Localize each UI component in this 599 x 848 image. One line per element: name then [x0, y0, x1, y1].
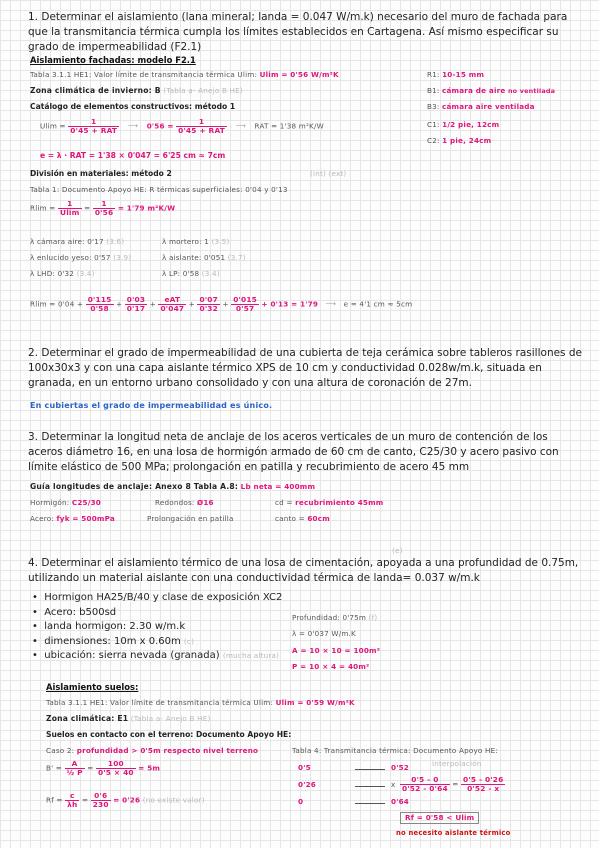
caso-2: Caso 2: profundidad > 0'5m respecto nivel terreno [46, 746, 259, 755]
espesor-result: e = λ · RAT = 1'38 × 0'047 = 6'25 cm ≈ 7cm [40, 151, 226, 160]
material-b1: B1: cámara de aire no ventilada [427, 86, 556, 95]
zona-climatica-suelos: Zona climática: E1 (Tabla a- Anejo B HE) [46, 714, 211, 723]
material-b3: B3: cámara aire ventilada [427, 102, 535, 111]
canto-value: canto = 60cm [275, 514, 330, 523]
lambda-lhd: λ LHD: 0'32 (3.4) [30, 269, 95, 278]
lambda-lp: λ LP: 0'58 (3.4) [162, 269, 220, 278]
int-ext-note: (int) (ext) [310, 169, 347, 178]
profundidad-value: Profundidad: 0'75m (f) [292, 613, 378, 622]
material-c1: C1: 1/2 pie, 12cm [427, 120, 500, 129]
interp-row-2: 0'26 x [298, 780, 396, 789]
material-c2: C2: 1 pie, 24cm [427, 136, 492, 145]
lambda-value: λ = 0'037 W/m.K [292, 629, 356, 638]
conclusion: no necesito aislante térmico [396, 829, 511, 837]
lambda-camara: λ cámara aire: 0'17 (3.6) [30, 237, 125, 246]
bullet-item: • Acero: b500sd [32, 606, 117, 618]
interpolacion-label: interpolación [432, 759, 482, 768]
interp-equation: $\frac{0'5 - 0}{0'52 - 0'64}$ = $\frac{0'5 - 0'26}{0'52 - x}$ [402, 775, 504, 793]
catalogo-heading: Catálogo de elementos constructivos: método 1 [30, 102, 236, 111]
question-4: 4. Determinar el aislamiento térmico de una losa de cimentación, apoyada a una profundidad de 0.75m, utilizando un material aislante con una conductividad térmica de landa= 0.037 w/m.k [28, 557, 579, 585]
zona-climatica: Zona climática de invierno: B (Tabla a- Anejo B HE) [30, 86, 243, 95]
hormigon-value: Hormigón: C25/30 [30, 498, 101, 507]
perimetro-value: P = 10 × 4 = 40m² [292, 662, 370, 671]
suelos-contacto: Suelos en contacto con el terreno: Documento Apoyo HE: [46, 730, 292, 739]
rf-final-result: Rf = 0'58 < Ulim [400, 812, 479, 824]
tabla-ulim: Tabla 3.1.1 HE1: Valor límite de transmitancia térmica Ulim: Ulim = 0'56 W/m²K [30, 70, 339, 79]
bullet-item: • landa hormigon: 2.30 w/m.k [32, 621, 186, 632]
interp-row-1: 0'5 0'52 [298, 763, 410, 772]
bullet-item: • ubicación: sierra nevada (granada) (mucha altura) [32, 650, 280, 661]
question-4-mark: (e) [392, 546, 403, 555]
rlim-equation: Rlim = $\frac{1}{Ulim}$ = $\frac{1}{0'56}$ = 1'79 m²K/W [30, 199, 176, 217]
acero-value: Acero: fyk = 500mPa [30, 514, 115, 523]
bullet-item: • dimensiones: 10m x 0.60m (c) [32, 635, 195, 647]
prolongacion-note: Prolongación en patilla [147, 514, 234, 523]
interp-row-3: 0 0'64 [298, 797, 410, 806]
question-1: 1. Determinar el aislamiento (lana mineral; landa = 0.047 W/m.k) necesario del muro de fachada para que la transmitancia térmica cumpla los límites establecidos en Cartagena. Así mismo especificar su grado de impermeabilidad (F2.1) [28, 11, 568, 54]
tabla-1-line: Tabla 1: Documento Apoyo HE: R térmicas superficiales: 0'04 y 0'13 [30, 185, 288, 194]
heading-fachadas: Aislamiento fachadas: modelo F2.1 [30, 55, 196, 65]
area-value: A = 10 × 10 = 100m² [292, 646, 381, 655]
division-heading: División en materiales: método 2 [30, 169, 172, 178]
cd-value: cd = recubrimiento 45mm [275, 498, 384, 507]
rf-equation: Rf = $\frac{c}{\lambda h}$ = $\frac{0'6}{230}$ = 0'26 (no existe valor) [46, 791, 205, 809]
answer-2: En cubiertas el grado de impermeabilidad es único. [30, 401, 273, 410]
tabla-ulim-suelos: Tabla 3.1.1 HE1: Valor límite de transmitancia térmica Ulim: Ulim = 0'59 W/m²K [46, 698, 355, 707]
lambda-aislante: λ aislante: 0'051 (3.7) [162, 253, 246, 262]
lambda-mortero: λ mortero: 1 (3.5) [162, 237, 230, 246]
question-2: 2. Determinar el grado de impermeabilidad de una cubierta de teja cerámica sobre tableros rasillones de 100x30x3 y con una capa aislante térmico XPS de 10 cm y conductividad 0.028w/m.k, situada en granada, en un entorno urbano consolidado y con una altura de coronación de 27m. [28, 347, 582, 390]
rlim-sum-equation: Rlim = 0'04 + $\frac{0'115}{0'58}$ + $\frac{0'03}{0'17}$ + $\frac{\text{eAT}}{0'047}$ + $\frac{0'07}{0'32}$ + $\frac{0'015}{0'57}$ + 0'13 = 1'79 ⟶ e = 4'1 cm ≈ 5cm [30, 295, 413, 313]
b-prime-equation: B' = $\frac{A}{\text{½ P}}$ = $\frac{100}{0'5 \times 40}$ = 5m [46, 759, 161, 777]
bullet-list [32, 592, 282, 662]
material-r1: R1: 10-15 mm [427, 70, 485, 79]
bullet-item: • Hormigon HA25/B/40 y clase de exposición XC2 [32, 592, 283, 603]
ulim-equation: Ulim = $\frac{1}{\text{0'45 + RAT}}$ ⟶ 0'56 = $\frac{1}{\text{0'45 + RAT}}$ ⟶ RAT = 1'38 m²K/W [40, 117, 324, 135]
heading-suelos: Aislamiento suelos: [46, 682, 139, 692]
tabla-4-line: Tabla 4: Transmitancia térmica: Documento Apoyo HE: [292, 746, 498, 755]
lambda-enlucido: λ enlucido yeso: 0'57 (3.9) [30, 253, 132, 262]
redondos-value: Redondos: Ø16 [155, 498, 214, 507]
guia-anclaje: Guía longitudes de anclaje: Anexo 8 Tabla A.8: Lb neta = 400mm [30, 482, 316, 491]
question-3: 3. Determinar la longitud neta de anclaje de los aceros verticales de un muro de contención de los aceros diámetro 16, en una losa de hormigón armado de 60 cm de canto, C25/30 y acero pasivo con límite elástico de 500 MPa; prolongación en patilla y recubrimiento de acero 45 mm [28, 431, 559, 474]
